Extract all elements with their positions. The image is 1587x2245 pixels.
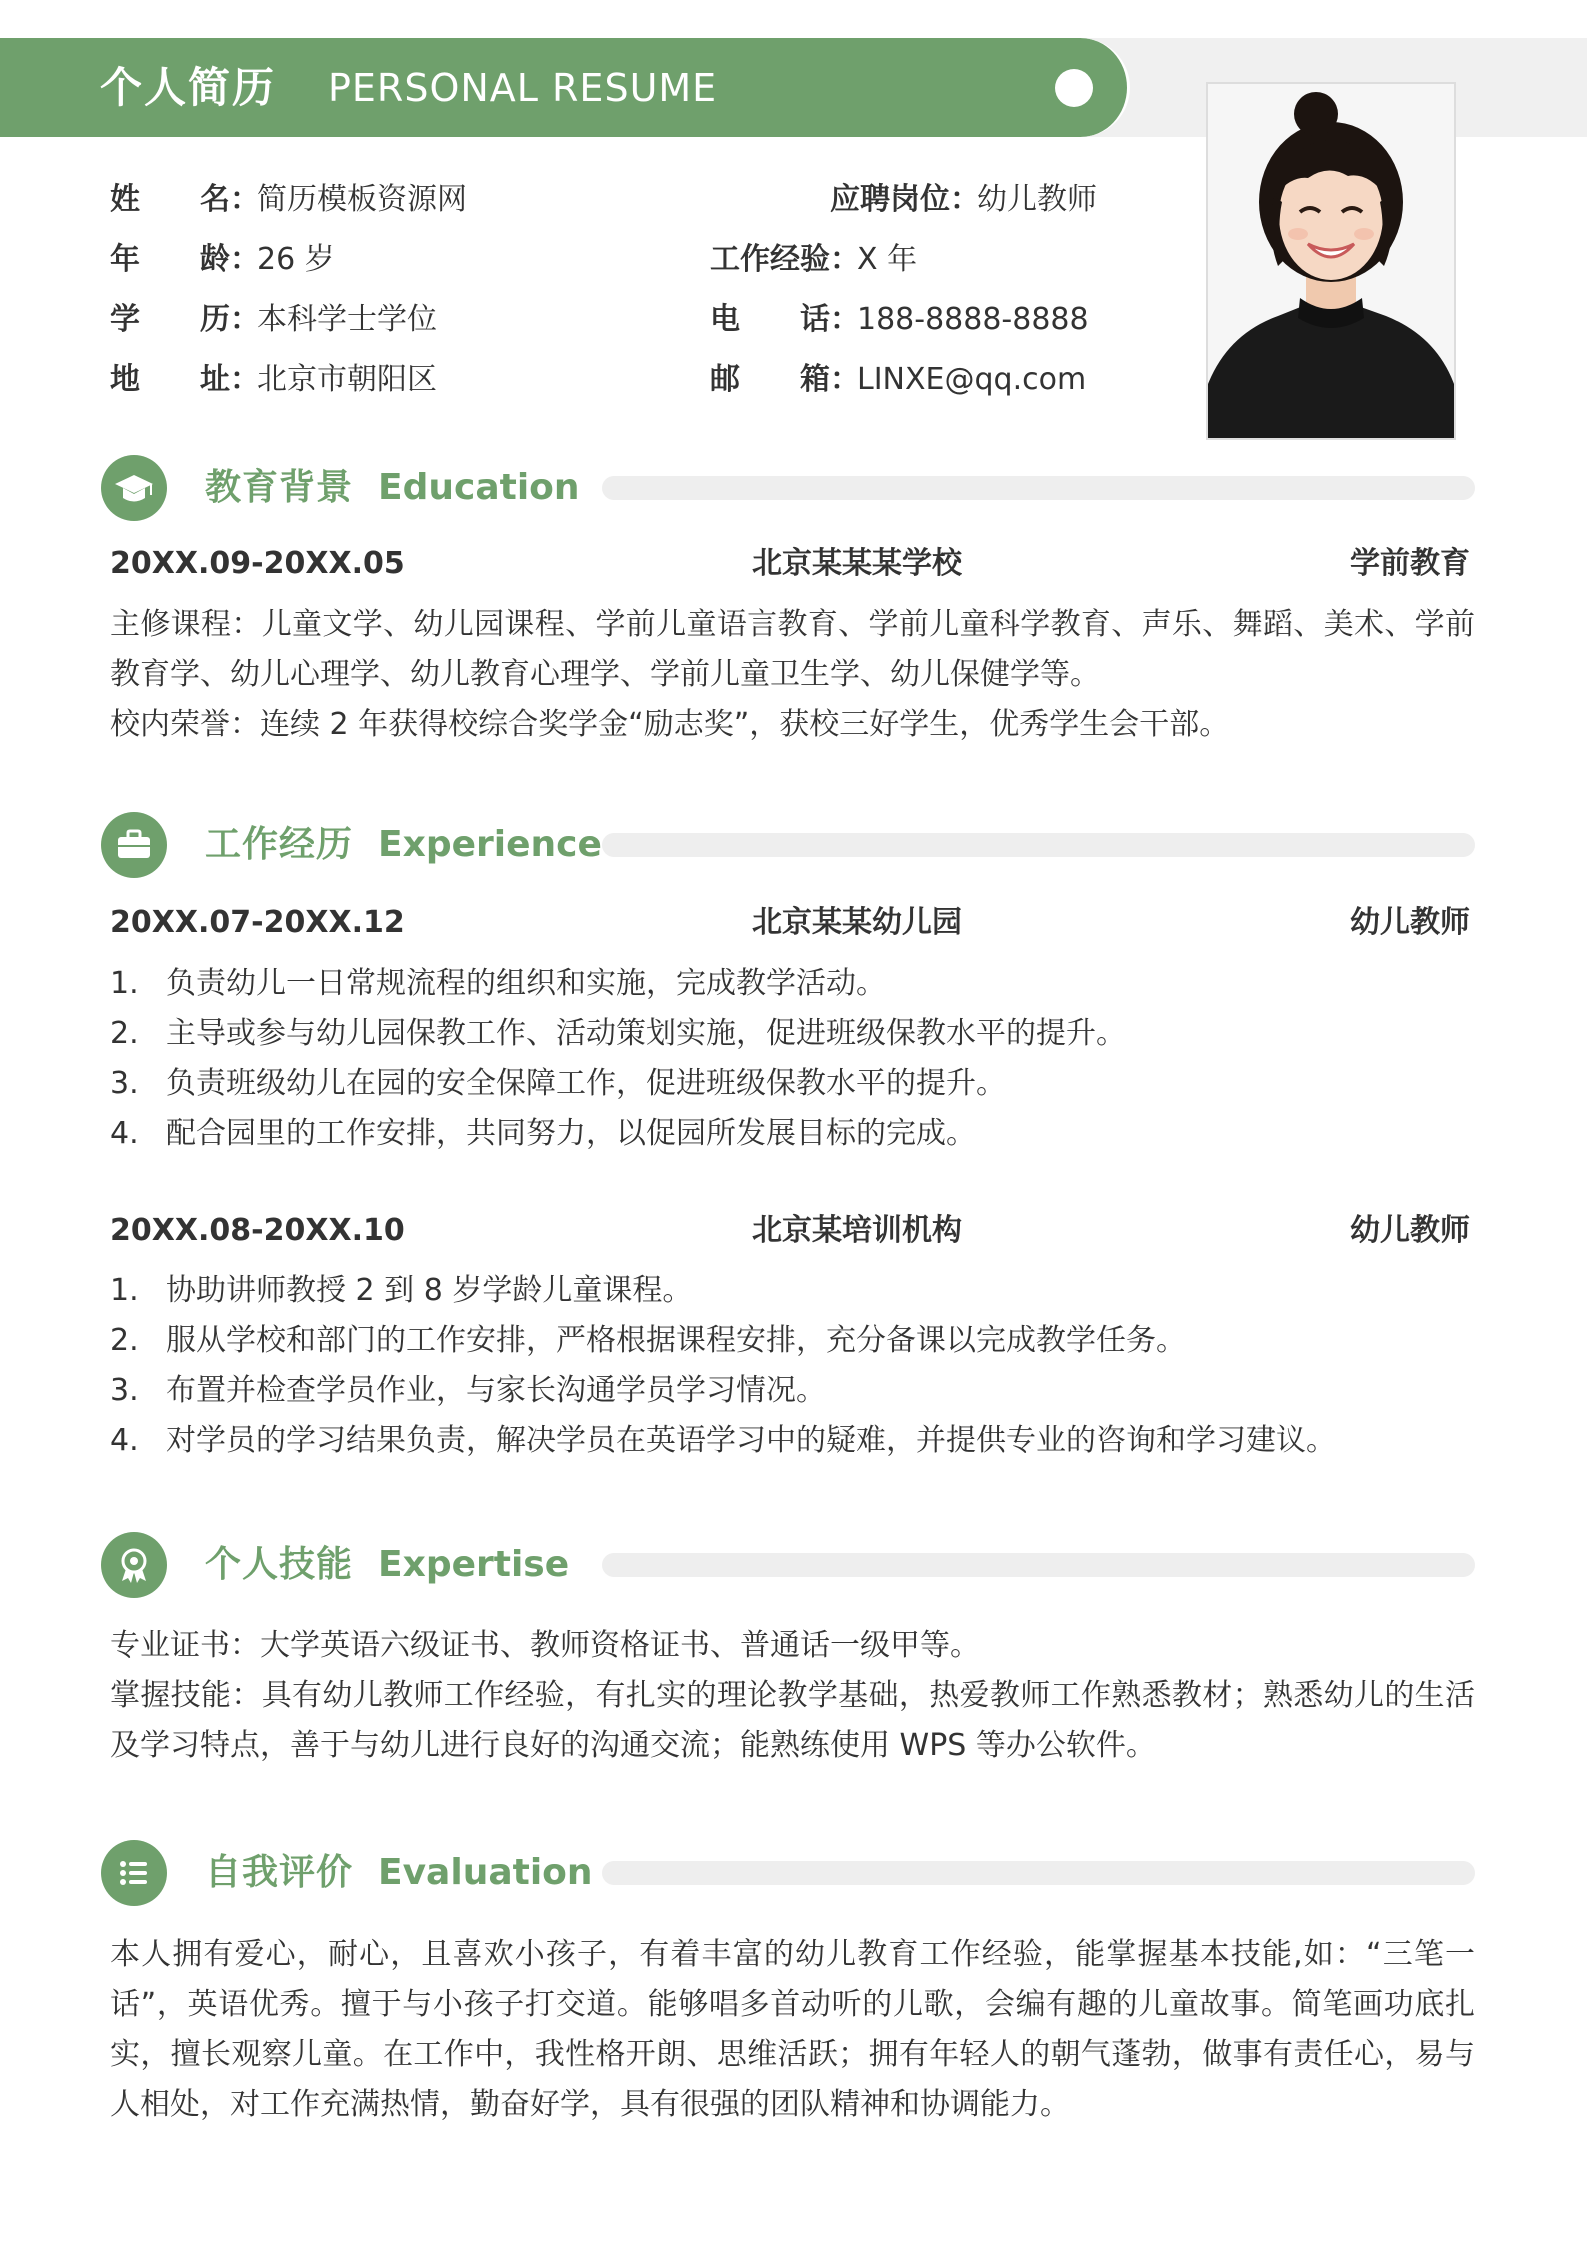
job-2-company: 北京某培训机构	[752, 1213, 962, 1248]
info-position-label: 应聘岗位：	[830, 182, 980, 217]
expertise-section-icon	[101, 1532, 167, 1598]
list-text: 对学员的学习结果负责，解决学员在英语学习中的疑难，并提供专业的咨询和学习建议。	[166, 1423, 1336, 1458]
info-address-row	[110, 360, 710, 400]
info-phone-label: 电 话：	[710, 302, 860, 337]
info-email-value: LINXE@qq.com	[857, 362, 1087, 397]
job-2-date: 20XX.08-20XX.10	[110, 1213, 405, 1248]
job-1-company: 北京某某幼儿园	[752, 905, 962, 940]
expertise-skills: 掌握技能：具有幼儿教师工作经验，有扎实的理论教学基础，热爱教师工作熟悉教材；熟悉幼儿的生活及学习特点，善于与幼儿进行良好的沟通交流；能熟练使用 WPS 等办公软件。	[110, 1678, 1475, 1763]
expertise-title-en: Expertise	[378, 1544, 570, 1585]
education-title-en: Education	[378, 467, 580, 508]
list-number: 4.	[110, 1423, 139, 1458]
info-name-value: 简历模板资源网	[257, 182, 467, 217]
info-position-row	[710, 180, 1190, 220]
list-text: 服从学校和部门的工作安排，严格根据课程安排，充分备课以完成教学任务。	[166, 1323, 1186, 1358]
award-badge-icon	[101, 1532, 167, 1598]
experience-title: 工作经历	[205, 824, 354, 865]
evaluation-title-bar	[602, 1861, 1475, 1885]
resume-subtitle: PERSONAL RESUME	[328, 66, 718, 110]
info-position-value: 幼儿教师	[977, 182, 1097, 217]
list-text: 主导或参与幼儿园保教工作、活动策划实施，促进班级保教水平的提升。	[166, 1016, 1126, 1051]
info-age-row	[110, 240, 710, 280]
info-experience-row	[710, 240, 1190, 280]
info-email-row	[710, 360, 1190, 400]
info-name-label: 姓 名：	[110, 182, 260, 217]
evaluation-text: 本人拥有爱心，耐心，且喜欢小孩子，有着丰富的幼儿教育工作经验，能掌握基本技能,如：“三笔一话”，英语优秀。擅于与小孩子打交道。能够唱多首动听的儿歌，会编有趣的儿童故事。简笔画功底扎实，擅长观察儿童。在工作中，我性格开朗、思维活跃；拥有年轻人的朝气蓬勃，做事有责任心，易与人相处，对工作充满热情，勤奋好学，具有很强的团队精神和协调能力。	[110, 1937, 1475, 2122]
education-title: 教育背景	[205, 467, 354, 508]
job-1-role: 幼儿教师	[1350, 905, 1470, 940]
expertise-title: 个人技能	[205, 1544, 354, 1585]
expertise-certificates: 专业证书：大学英语六级证书、教师资格证书、普通话一级甲等。	[110, 1628, 980, 1663]
list-number: 2.	[110, 1323, 139, 1358]
education-honors: 校内荣誉：连续 2 年获得校综合奖学金“励志奖”，获校三好学生，优秀学生会干部。	[110, 707, 1230, 742]
info-education-row	[110, 300, 710, 340]
job-2-role: 幼儿教师	[1350, 1213, 1470, 1248]
list-number: 4.	[110, 1116, 139, 1151]
info-experience-label: 工作经验：	[710, 242, 860, 277]
education-major: 学前教育	[1350, 546, 1470, 581]
education-courses: 主修课程：儿童文学、幼儿园课程、学前儿童语言教育、学前儿童科学教育、声乐、舞蹈、美术、学前教育学、幼儿心理学、幼儿教育心理学、学前儿童卫生学、幼儿保健学等。	[110, 607, 1475, 692]
list-text: 配合园里的工作安排，共同努力，以促园所发展目标的完成。	[166, 1116, 976, 1151]
evaluation-title-en: Evaluation	[378, 1852, 593, 1893]
info-name-row	[110, 180, 710, 220]
list-number: 1.	[110, 1273, 139, 1308]
experience-title-bar	[602, 833, 1475, 857]
resume-title: 个人简历	[100, 63, 277, 112]
education-section-icon	[101, 455, 167, 521]
info-age-label: 年 龄：	[110, 242, 260, 277]
evaluation-section-icon	[101, 1840, 167, 1906]
list-number: 1.	[110, 966, 139, 1001]
list-number: 2.	[110, 1016, 139, 1051]
info-phone-row	[710, 300, 1190, 340]
list-text: 负责班级幼儿在园的安全保障工作，促进班级保教水平的提升。	[166, 1066, 1006, 1101]
portrait-image	[1208, 84, 1454, 438]
info-education-label: 学 历：	[110, 302, 260, 337]
list-number: 3.	[110, 1373, 139, 1408]
job-1-date: 20XX.07-20XX.12	[110, 905, 405, 940]
experience-section-icon	[101, 812, 167, 878]
info-email-label: 邮 箱：	[710, 362, 860, 397]
info-experience-value: X 年	[857, 242, 918, 277]
list-text: 协助讲师教授 2 到 8 岁学龄儿童课程。	[166, 1273, 693, 1308]
briefcase-icon	[101, 812, 167, 878]
experience-title-en: Experience	[378, 824, 602, 865]
info-address-label: 地 址：	[110, 362, 260, 397]
info-age-value: 26 岁	[257, 242, 335, 277]
list-number: 3.	[110, 1066, 139, 1101]
list-text: 负责幼儿一日常规流程的组织和实施，完成教学活动。	[166, 966, 886, 1001]
education-school: 北京某某某学校	[752, 546, 962, 581]
list-icon	[101, 1840, 167, 1906]
list-text: 布置并检查学员作业，与家长沟通学员学习情况。	[166, 1373, 826, 1408]
banner-dot	[1055, 69, 1093, 107]
evaluation-title: 自我评价	[205, 1852, 354, 1893]
info-education-value: 本科学士学位	[257, 302, 437, 337]
education-title-bar	[602, 476, 1475, 500]
profile-photo	[1206, 82, 1456, 440]
education-date: 20XX.09-20XX.05	[110, 546, 405, 581]
graduation-cap-icon	[101, 455, 167, 521]
info-address-value: 北京市朝阳区	[257, 362, 437, 397]
info-phone-value: 188-8888-8888	[857, 302, 1089, 337]
expertise-title-bar	[602, 1553, 1475, 1577]
